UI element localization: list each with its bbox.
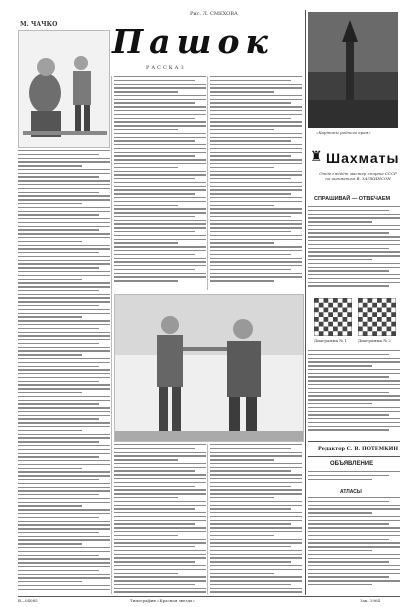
ads-atlas-heading: АТЛАСЫ <box>340 489 362 495</box>
chess-column-text <box>308 206 400 296</box>
footer-code: В—04085 <box>18 598 38 603</box>
ads-intro-text <box>308 471 400 487</box>
column-rule-1 <box>111 76 112 594</box>
photo-caption: «Картины родного края» <box>316 130 371 135</box>
illustration-old-man-and-boy <box>18 30 110 148</box>
ads-rule <box>308 456 400 457</box>
footer-rule <box>18 596 400 597</box>
article-column-3-lower <box>210 444 302 594</box>
chess-answers-text <box>308 350 400 438</box>
ads-title: ОБЪЯВЛЕНИЕ <box>330 461 374 467</box>
chess-diagram-1-caption: Диаграмма № 1 <box>314 338 347 343</box>
article-column-1 <box>18 150 110 590</box>
illustrator-credit: Рис. Л. СМЕХОВА <box>190 11 238 17</box>
illustration-two-men-talking <box>114 294 304 442</box>
story-title: Пашок <box>112 22 274 61</box>
article-column-2 <box>114 76 206 290</box>
editor-credit: Редактор С. В. ПОТЕМКИН <box>318 446 399 452</box>
photo-landscape <box>308 12 398 128</box>
chess-diagram-1 <box>314 298 352 336</box>
story-genre: РАССКАЗ <box>146 65 186 71</box>
article-column-3 <box>210 76 302 290</box>
column-rule-2 <box>207 76 208 290</box>
column-rule-3 <box>207 444 208 594</box>
article-column-2-lower <box>114 444 206 594</box>
chess-diagram-2-caption: Диаграмма № 2 <box>358 338 391 343</box>
author-label: М. ЧАЧКО <box>20 21 58 28</box>
footer-printer: Типография «Красная звезда» <box>130 598 195 603</box>
chess-title: Шахматы <box>326 150 400 166</box>
ads-atlas-list <box>308 497 400 593</box>
chess-subtitle: Отдел ведёт мастер спорта СССР по шахматам В. ЗАЛКИНСОН <box>319 171 397 181</box>
column-divider <box>305 10 306 595</box>
chess-diagram-2 <box>358 298 396 336</box>
footer-order: Зак. 2064 <box>360 598 381 603</box>
rook-icon: ♜ <box>310 149 323 165</box>
editor-rule <box>308 441 400 442</box>
chess-section-heading: СПРАШИВАЙ — ОТВЕЧАЕМ <box>314 196 391 202</box>
